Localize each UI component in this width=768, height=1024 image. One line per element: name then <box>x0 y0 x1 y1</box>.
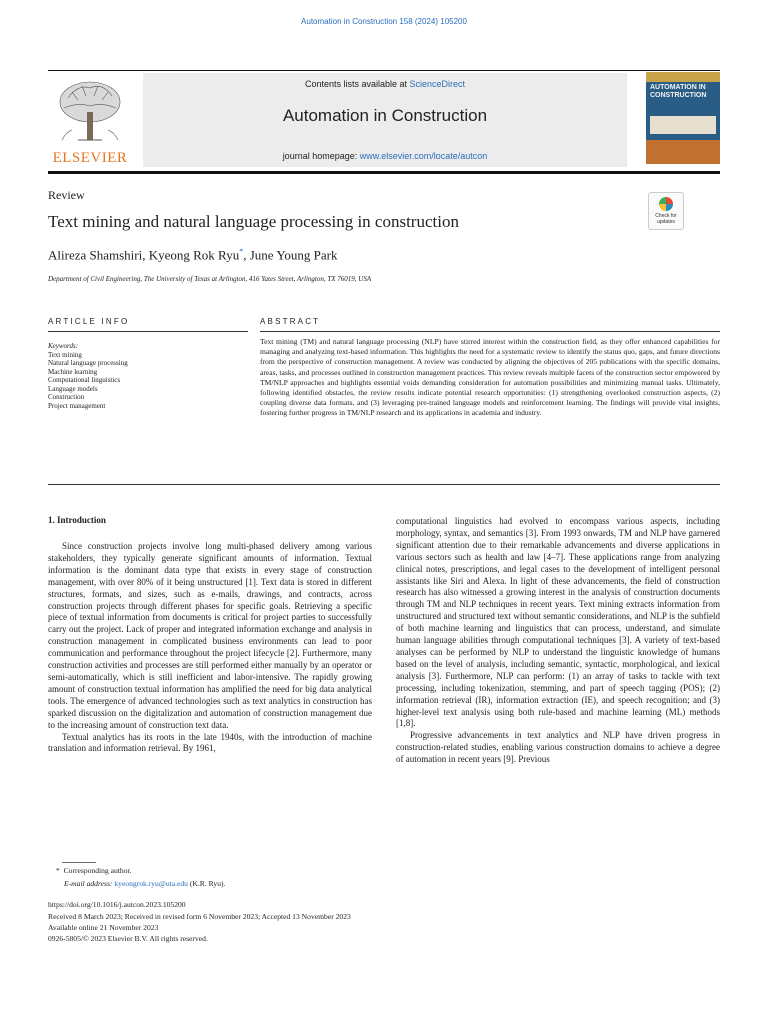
article-info-heading: ARTICLE INFO <box>48 317 130 326</box>
body-column-right <box>396 516 720 766</box>
article-title: Text mining and natural language processing in construction <box>48 212 459 231</box>
body-paragraph: Textual analytics has its roots in the late 1940s, with the introduction of machine translation and information retrieval. By 1961, <box>48 731 372 754</box>
doi-link[interactable]: https://doi.org/10.1016/j.autcon.2023.105200 <box>48 900 186 909</box>
abstract-bottom-rule <box>48 484 720 485</box>
body-paragraph: computational linguistics had evolved to encompass various aspects, including morphology, syntax, and semantics [3]. From 1993 onwards, TM and NLP have garnered significant attention due to their remarkable advancements and diverse applications in various sectors such as health and law [4–7]. These applications range from analyzing clinical notes, prescriptions, and legal cases to the development of intelligent personal assistants like Siri and Alexa. In light of these advancements, the field of construction research has also witnessed a growing interest in the analysis of construction documents through TM and NLP techniques in recent years. Text mining extracts information from unstructured and structured text without semantic considerations, and NLP is the subfield of both machine learning and linguistics that can process, understand, and simulate human language abilities through computational techniques [3]. A variety of text-based analyses can be performed by NLP to understand the linguistic knowledge of humans based on the level of analysis, including semantic, syntactic, morphological, and lexical analysis [3]. Furthermore, NLP can perform: (1) an array of tasks to tackle with text processing, including tokenization, stemming, and part of speech tagging (POS); (2) information retrieval (IR), information extraction (IE), and speech recognition; and (3) higher-level text analysis using both rule-based and machine learning (ML) methods [1,8]. <box>396 516 720 729</box>
article-info-rule <box>48 331 248 332</box>
email-label: E-mail address: <box>64 879 115 888</box>
badge-label: Check for updates <box>655 213 677 225</box>
keyword-item: Language models <box>48 384 98 393</box>
sciencedirect-link[interactable]: ScienceDirect <box>409 79 466 89</box>
authors-last[interactable]: , June Young Park <box>243 247 338 263</box>
body-paragraph: Since construction projects involve long multi-phased delivery among various stakeholders, they typically generate significant amounts of information. Textual information is the dominant data type that exists in every stage of construction management, with over 80% of it being unstructured [1]. Text data is stored in different structures, formats, and sizes, such as e-mails, drawings, and contracts, across construction projects through different phases for specific goals. Retrieving a specific piece of textual information from documents is critical for project parties to successfully carry out the project. Lack of proper and integrated information exchange and analysis in construction management in complicated business environments can lead to poor communication and performance throughout the project lifecycle [2]. Furthermore, many construction activities and processes are still performed either manually by an operator or semi-automatically, which is still inefficient and labor-intensive. The rapidly growing amount of construction textual information has amplified the need for big data analytical tools. The emergence of advanced technologies such as text analytics in construction has sparked discussion on the digitalization and automation of construction management due to the increasing amount of construction text data. <box>48 541 372 730</box>
corresponding-label: Corresponding author. <box>63 866 132 875</box>
homepage-prefix: journal homepage: <box>282 151 360 161</box>
keyword-item: Natural language processing <box>48 359 128 367</box>
cover-panel <box>650 116 716 134</box>
homepage-line <box>143 151 627 161</box>
bookmark-icon <box>659 197 673 211</box>
keyword-item: Text mining <box>48 350 82 359</box>
authors-first[interactable]: Alireza Shamshiri, Kyeong Rok Ryu <box>48 247 240 263</box>
affiliation: Department of Civil Engineering, The University of Texas at Arlington, 416 Yates Street, Arlington, TX 76019, USA <box>48 275 372 283</box>
cover-top-band <box>646 72 720 82</box>
keyword-item: Computational linguistics <box>48 376 121 384</box>
cover-bottom-band <box>646 140 720 164</box>
corresponding-note <box>56 866 132 875</box>
journal-cover-image <box>646 72 720 164</box>
received-dates: Received 8 March 2023; Received in revised form 6 November 2023; Accepted 13 November 2023 <box>48 912 351 921</box>
footnote-rule <box>62 862 96 863</box>
email-suffix: (K.R. Ryu). <box>187 879 226 888</box>
article-type: Review <box>48 188 85 202</box>
header-top-rule <box>48 70 720 71</box>
keyword-item: Project management <box>48 401 106 410</box>
copyright: 0926-5805/© 2023 Elsevier B.V. All rights reserved. <box>48 934 208 943</box>
available-online: Available online 21 November 2023 <box>48 923 159 932</box>
contents-line <box>143 79 627 89</box>
check-for-updates-button[interactable] <box>648 192 684 230</box>
body-column-left <box>48 541 372 755</box>
section-heading-introduction: 1. Introduction <box>48 515 106 525</box>
homepage-link[interactable]: www.elsevier.com/locate/autcon <box>359 151 488 161</box>
author-list <box>48 247 337 263</box>
publisher-wordmark: ELSEVIER <box>52 150 128 166</box>
abstract-heading: ABSTRACT <box>260 317 321 326</box>
keywords-label: Keywords: <box>48 342 79 350</box>
elsevier-tree-icon <box>48 78 132 148</box>
abstract-rule <box>260 331 720 332</box>
contents-prefix: Contents lists available at <box>304 79 410 89</box>
abstract-text: Text mining (TM) and natural language processing (NLP) have stirred interest within the construction field, as they offer enhanced capabilities for managing and analyzing text-based information. This highlights the need for a systematic review to identify the status quo, gaps, and future directions from the perspective of construction management. A review was conducted by aligning the objectives of 205 publications with the specific domains, areas, tasks, and processes outlined in construction management practices. This review reveals multiple facets of the construction sector empowered by TM/NLP approaches and highlights essential voids demanding consideration for automation possibilities and minimizing manual tasks. Ultimately, following identified obstacles, the review results indicate potential research opportunities: (1) strengthening overlooked construction aspects, (2) coupling diverse data formats, and (3) leveraging pre-trained language models and reinforcement learning. The findings will provide vital insights, fostering further progress in TM/NLP research and its applications in academia and industry. <box>260 337 720 418</box>
email-link[interactable]: kyeongrok.ryu@uta.edu <box>114 879 188 888</box>
corresponding-mark[interactable]: * <box>239 247 244 256</box>
footnote-mark: * <box>56 866 60 875</box>
journal-title: Automation in Construction <box>282 106 488 125</box>
email-note <box>64 879 225 888</box>
header-thick-rule <box>48 171 720 174</box>
keyword-item: Machine learning <box>48 367 98 376</box>
keywords-block <box>48 342 128 410</box>
cover-title: AUTOMATION IN CONSTRUCTION <box>650 84 707 99</box>
journal-citation[interactable]: Automation in Construction 158 (2024) 105200 <box>301 17 467 26</box>
body-paragraph: Progressive advancements in text analytics and NLP have driven progress in construction-related studies, enabling various construction domains to achieve a degree of automation in recent years [9]. Previous <box>396 730 720 765</box>
keyword-item: Construction <box>48 393 85 401</box>
